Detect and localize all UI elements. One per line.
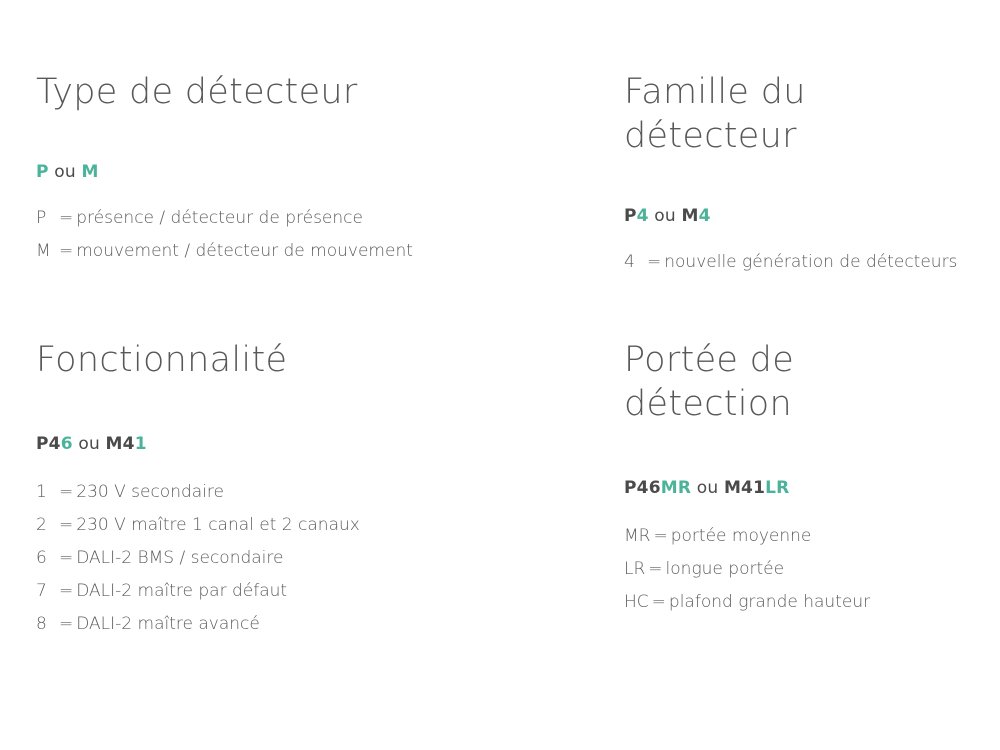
definition-key: 6 [36,548,47,568]
code-token: M41 [723,478,766,498]
code-token: P46 [624,478,661,498]
definition-item [624,246,964,279]
definition-item [36,202,624,235]
definition-item [36,608,624,641]
section-famille-du-detecteur [624,70,964,338]
definition-key: MR [624,526,651,546]
definition-value: mouvement / détecteur de mouvement [76,241,413,261]
definition-equals: = [59,581,74,601]
code-token-accent: 4 [698,206,711,226]
section-code-line [36,162,624,182]
code-conjunction: ou [48,162,82,182]
definition-list [36,202,624,268]
definition-value: plafond grande hauteur [668,592,871,612]
code-token: P [36,162,49,182]
definition-equals: = [653,526,668,546]
code-conjunction: ou [691,478,724,498]
code-token: M [681,206,699,226]
definition-key: M [36,241,51,261]
definition-item [624,586,964,619]
section-code-line [624,478,964,498]
definition-list [36,476,624,641]
section-portee-de-detection [624,338,964,641]
definition-item [36,542,624,575]
definition-key: 7 [36,581,47,601]
definition-value: DALI-2 maître avancé [76,614,260,634]
definition-equals: = [59,548,74,568]
definition-value: portée moyenne [670,526,812,546]
section-title: Type de détecteur [36,72,358,112]
code-token-accent: LR [765,478,790,498]
definition-equals: = [647,252,662,272]
definition-value: DALI-2 BMS / secondaire [76,548,284,568]
section-type-de-detecteur [36,70,624,338]
definition-key: 8 [36,614,47,634]
code-token: P [624,206,637,226]
code-token-accent: 6 [60,434,73,454]
definition-value: longue portée [665,559,785,579]
definition-value: DALI-2 maître par défaut [76,581,288,601]
code-token-accent: MR [660,478,692,498]
section-title: Famille du détecteur [624,72,806,156]
sections-grid [36,70,964,641]
definition-equals: = [59,614,74,634]
definition-key: P [36,208,47,228]
code-token: M [81,162,99,182]
definition-value: présence / détecteur de présence [76,208,363,228]
definition-value: 230 V maître 1 canal et 2 canaux [76,515,360,535]
definition-list [624,520,964,619]
definition-item [36,575,624,608]
section-code-line [624,206,964,226]
definition-value: 230 V secondaire [76,482,224,502]
definition-list [624,246,964,279]
code-token-accent: 4 [636,206,649,226]
code-token-accent: 1 [134,434,147,454]
definition-key: 4 [624,252,635,272]
definition-key: LR [624,559,646,579]
code-token: P4 [36,434,61,454]
code-conjunction: ou [72,434,106,454]
definition-key: 1 [36,482,47,502]
definition-item [624,520,964,553]
definition-key: HC [624,592,649,612]
definition-equals: = [651,592,666,612]
definition-equals: = [59,241,74,261]
section-code-line [36,434,624,454]
code-token: M4 [105,434,135,454]
section-title: Portée de détection [624,340,795,424]
definition-key: 2 [36,515,47,535]
definition-item [36,235,624,268]
definition-equals: = [59,208,74,228]
definition-equals: = [59,515,74,535]
section-title: Fonctionnalité [36,340,288,380]
definition-value: nouvelle génération de détecteurs [664,252,958,272]
definition-item [36,509,624,542]
definition-item [624,553,964,586]
definition-equals: = [59,482,74,502]
section-fonctionnalite [36,338,624,641]
definition-item [36,476,624,509]
code-conjunction: ou [648,206,682,226]
definition-equals: = [648,559,663,579]
